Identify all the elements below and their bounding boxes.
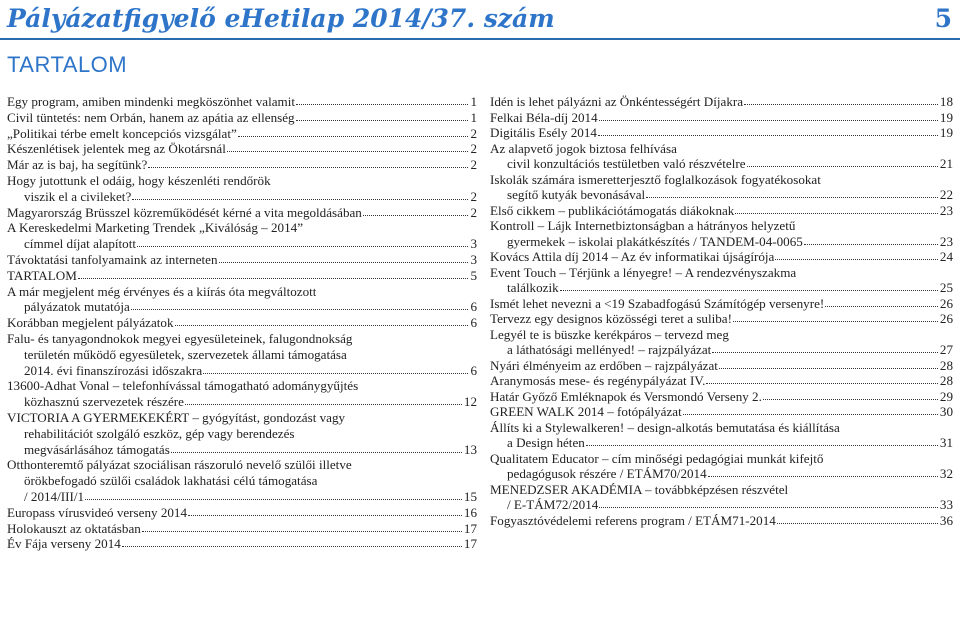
toc-entry[interactable] bbox=[7, 141, 477, 157]
toc-entry-title: Felkai Béla-díj 2014 bbox=[490, 109, 598, 125]
toc-entry-page: 17 bbox=[463, 520, 477, 536]
toc-entry-title: a Design héten bbox=[507, 435, 585, 450]
toc-entry-page: 6 bbox=[470, 362, 477, 378]
toc-entry-page: 12 bbox=[463, 394, 477, 410]
toc-entry-page: 36 bbox=[939, 512, 953, 528]
toc-leader-dots bbox=[296, 110, 469, 121]
toc-leader-dots bbox=[825, 296, 938, 307]
toc-right-column bbox=[490, 94, 953, 528]
toc-entry-page: 1 bbox=[470, 94, 477, 109]
toc-entry-title: Kontroll – Lájk Internetbiztonságban a hátrányos helyzetű bbox=[490, 218, 796, 233]
toc-entry-title: Event Touch – Térjünk a lényegre! – A rendezvényszakma bbox=[490, 264, 797, 280]
toc-entry-title: Egy program, amiben mindenki megköszönhet valamit bbox=[7, 94, 295, 109]
toc-entry-title: Tervezz egy designos közösségi teret a suliba! bbox=[490, 311, 732, 326]
toc-entry-page: 16 bbox=[463, 504, 477, 520]
toc-entry-title: rehabilitációt szolgáló eszköz, gép vagy berendezés bbox=[24, 425, 295, 441]
toc-entry-title: örökbefogadó szülői családok lakhatási célú támogatása bbox=[24, 473, 318, 489]
toc-entry bbox=[490, 218, 953, 234]
toc-entry-title: A Kereskedelmi Marketing Trendek „Kiválóság – 2014” bbox=[7, 220, 304, 236]
toc-entry-page: 2 bbox=[470, 204, 477, 220]
toc-entry-page: 26 bbox=[939, 311, 953, 326]
toc-entry bbox=[7, 410, 477, 426]
toc-entry bbox=[7, 473, 477, 489]
toc-entry-page: 18 bbox=[939, 94, 953, 109]
toc-entry-title: Iskolák számára ismeretterjesztő foglalkozások fogyatékosokat bbox=[490, 171, 821, 187]
toc-entry[interactable] bbox=[490, 296, 953, 312]
toc-leader-dots bbox=[586, 435, 938, 446]
toc-leader-dots bbox=[78, 268, 469, 279]
toc-leader-dots bbox=[775, 249, 938, 260]
toc-entry[interactable] bbox=[7, 536, 477, 552]
toc-entry-title: címmel díjat alapított bbox=[24, 236, 136, 252]
toc-entry-title: Állíts ki a Stylewalkeren! – design-alkotás bemutatása és kiállítása bbox=[490, 419, 840, 435]
toc-entry-title: Aranymosás mese- és regénypályázat IV. bbox=[490, 373, 706, 388]
toc-entry[interactable] bbox=[490, 110, 953, 126]
toc-entry-title: civil konzultációs testületben való részvételre bbox=[507, 156, 746, 171]
toc-entry[interactable] bbox=[490, 203, 953, 219]
toc-entry-title: / E-TÁM72/2014 bbox=[507, 497, 599, 512]
toc-entry-title: megvásárlásához támogatás bbox=[24, 441, 170, 457]
toc-entry[interactable] bbox=[490, 358, 953, 374]
toc-entry-page: 23 bbox=[939, 233, 953, 249]
toc-entry-title: Év Fája verseny 2014 bbox=[7, 536, 121, 552]
toc-entry[interactable] bbox=[490, 466, 953, 482]
toc-leader-dots bbox=[227, 141, 469, 152]
toc-entry[interactable] bbox=[490, 249, 953, 265]
toc-entry-title: Fogyasztóvédelemi referens program / ETÁM71-2014 bbox=[490, 512, 776, 528]
toc-entry-title: segítő kutyák bevonásával bbox=[507, 187, 646, 202]
toc-entry bbox=[7, 426, 477, 442]
toc-entry-page: 24 bbox=[939, 249, 953, 264]
toc-entry-page: 28 bbox=[939, 357, 953, 373]
toc-entry-title: A már megjelent még érvényes és a kiírás óta megváltozott bbox=[7, 283, 317, 299]
toc-entry-title: Europass vírusvideó verseny 2014 bbox=[7, 504, 188, 520]
page-header bbox=[0, 0, 960, 40]
toc-entry-title: Határ Győző Emléknapok és Versmondó Verseny 2. bbox=[490, 388, 762, 404]
toc-entry[interactable] bbox=[7, 363, 477, 379]
toc-leader-dots bbox=[712, 342, 938, 353]
toc-leader-dots bbox=[296, 94, 468, 105]
page-number: 5 bbox=[934, 4, 952, 33]
toc-entry[interactable] bbox=[490, 497, 953, 513]
toc-entry bbox=[7, 173, 477, 189]
toc-entry[interactable] bbox=[490, 156, 953, 172]
toc-entry-title: találkozik bbox=[507, 280, 559, 295]
toc-entry bbox=[7, 331, 477, 347]
toc-entry-title: Otthonteremtő pályázat szociálisan rászoruló nevelő szülői illetve bbox=[7, 457, 352, 473]
toc-leader-dots bbox=[763, 389, 938, 400]
toc-leader-dots bbox=[203, 363, 468, 374]
toc-entry[interactable] bbox=[490, 342, 953, 358]
toc-leader-dots bbox=[185, 394, 462, 405]
toc-leader-dots bbox=[171, 442, 462, 453]
toc-entry-title: MENEDZSER AKADÉMIA – továbbképzésen részvétel bbox=[490, 481, 789, 497]
toc-entry-page: 25 bbox=[939, 280, 953, 295]
toc-entry-title: Kovács Attila díj 2014 – Az év informatikai újságírója bbox=[490, 249, 775, 264]
toc-entry-page: 2 bbox=[470, 141, 477, 157]
toc-entry-page: 3 bbox=[470, 251, 477, 267]
toc-entry[interactable] bbox=[7, 94, 477, 110]
toc-entry-page: 3 bbox=[470, 236, 477, 252]
toc-entry[interactable] bbox=[490, 513, 953, 529]
toc-entry[interactable] bbox=[7, 157, 477, 173]
toc-entry bbox=[490, 451, 953, 467]
toc-entry-title: Készenlétisek jelentek meg az Ökotársnál bbox=[7, 141, 226, 157]
toc-entry bbox=[7, 347, 477, 363]
toc-entry[interactable] bbox=[7, 521, 477, 537]
toc-leader-dots bbox=[175, 315, 469, 326]
toc-leader-dots bbox=[137, 236, 468, 247]
toc-entry-title: közhasznú szervezetek részére bbox=[24, 394, 184, 410]
toc-entry bbox=[7, 457, 477, 473]
toc-entry-title: pályázatok mutatója bbox=[24, 299, 130, 315]
publication-title: Pályázatfigyelő eHetilap 2014/37. szám bbox=[7, 4, 555, 33]
toc-entry[interactable] bbox=[7, 126, 477, 142]
toc-entry-page: 2 bbox=[470, 188, 477, 204]
toc-entry-title: Magyarország Brüsszel közreműködését kérné a vita megoldásában bbox=[7, 204, 362, 220]
toc-entry-title: Már az is baj, ha segítünk? bbox=[7, 157, 148, 173]
toc-entry-title: 13600-Adhat Vonal – telefonhívással támogatható adománygyűjtés bbox=[7, 378, 359, 394]
toc-entry[interactable] bbox=[7, 299, 477, 315]
toc-entry-title: Qualitatem Educator – cím minőségi pedagógiai munkát kifejtő bbox=[490, 450, 824, 466]
toc-entry[interactable] bbox=[490, 94, 953, 110]
toc-entry[interactable] bbox=[7, 189, 477, 205]
toc-leader-dots bbox=[706, 373, 938, 384]
toc-entry-page: 15 bbox=[463, 488, 477, 504]
toc-leader-dots bbox=[735, 203, 938, 214]
toc-entry[interactable] bbox=[490, 311, 953, 327]
toc-leader-dots bbox=[219, 252, 469, 263]
toc-leader-dots bbox=[560, 280, 938, 291]
toc-leader-dots bbox=[719, 358, 938, 369]
toc-entry[interactable] bbox=[7, 394, 477, 410]
toc-entry-title: Ismét lehet nevezni a <19 Szabadfogású Számítógép versenyre! bbox=[490, 295, 825, 311]
toc-entry-title: Korábban megjelent pályázatok bbox=[7, 315, 174, 331]
toc-leader-dots bbox=[708, 466, 938, 477]
toc-leader-dots bbox=[599, 497, 938, 508]
toc-entry-page: 2 bbox=[470, 157, 477, 173]
toc-entry-page: 5 bbox=[470, 267, 477, 283]
toc-leader-dots bbox=[148, 157, 468, 168]
toc-entry-page: 13 bbox=[463, 441, 477, 457]
toc-entry bbox=[490, 265, 953, 281]
toc-entry[interactable] bbox=[490, 373, 953, 389]
toc-leader-dots bbox=[683, 404, 938, 415]
toc-entry-page: 6 bbox=[470, 315, 477, 331]
toc-leader-dots bbox=[804, 234, 938, 245]
toc-entry-title: Első cikkem – publikációtámogatás diákoknak bbox=[490, 202, 735, 218]
toc-leader-dots bbox=[733, 311, 938, 322]
toc-entry-page: 21 bbox=[939, 156, 953, 171]
toc-entry[interactable] bbox=[7, 315, 477, 331]
toc-entry-title: Holokauszt az oktatásban bbox=[7, 520, 141, 536]
toc-leader-dots bbox=[85, 489, 462, 500]
toc-entry-page: 17 bbox=[463, 536, 477, 552]
toc-leader-dots bbox=[238, 126, 469, 137]
toc-entry-page: 30 bbox=[939, 404, 953, 419]
toc-entry-title: Civil tüntetés: nem Orbán, hanem az apátia az ellenség bbox=[7, 109, 295, 125]
toc-entry-page: 33 bbox=[939, 497, 953, 512]
toc-entry-title: Távoktatási tanfolyamaink az interneten bbox=[7, 251, 218, 267]
toc-entry-title: pedagógusok részére / ETÁM70/2014 bbox=[507, 466, 707, 481]
toc-entry[interactable] bbox=[490, 125, 953, 141]
toc-leader-dots bbox=[777, 513, 938, 524]
toc-entry-title: gyermekek – iskolai plakátkészítés / TANDEM-04-0065 bbox=[507, 233, 803, 249]
toc-entry-title: „Politikai térbe emelt koncepciós vizsgálat” bbox=[7, 125, 237, 141]
toc-entry-page: 31 bbox=[939, 435, 953, 450]
toc-entry[interactable] bbox=[7, 268, 477, 284]
toc-entry[interactable] bbox=[490, 234, 953, 250]
toc-entry bbox=[7, 220, 477, 236]
toc-entry-title: Falu- és tanyagondnokok megyei egyesületeinek, falugondnokság bbox=[7, 330, 353, 346]
toc-entry-title: Az alapvető jogok biztosa felhívása bbox=[490, 140, 677, 156]
toc-entry bbox=[490, 482, 953, 498]
toc-entry-page: 29 bbox=[939, 388, 953, 404]
toc-entry[interactable] bbox=[7, 442, 477, 458]
toc-entry-title: Idén is lehet pályázni az Önkéntességért Díjakra bbox=[490, 94, 744, 109]
toc-entry bbox=[7, 378, 477, 394]
toc-leader-dots bbox=[122, 536, 462, 547]
toc-entry-title: területén működő egyesületek, szervezetek állami támogatása bbox=[24, 346, 347, 362]
toc-entry-page: 28 bbox=[939, 373, 953, 388]
toc-entry-page: 6 bbox=[470, 299, 477, 315]
toc-leader-dots bbox=[132, 189, 468, 200]
toc-entry-title: Hogy jutottunk el odáig, hogy készenléti rendőrök bbox=[7, 172, 271, 188]
toc-leader-dots bbox=[142, 521, 462, 532]
toc-leader-dots bbox=[599, 110, 938, 121]
toc-leader-dots bbox=[131, 299, 469, 310]
toc-entry bbox=[7, 284, 477, 300]
toc-entry bbox=[490, 141, 953, 157]
toc-leader-dots bbox=[747, 156, 938, 167]
toc-entry-page: 19 bbox=[939, 109, 953, 125]
toc-leader-dots bbox=[646, 187, 938, 198]
toc-left-column bbox=[7, 94, 477, 552]
toc-entry-title: Legyél te is büszke kerékpáros – tervezd meg bbox=[490, 326, 729, 342]
toc-entry-title: TARTALOM bbox=[7, 267, 77, 283]
toc-entry-page: 19 bbox=[939, 125, 953, 140]
toc-entry bbox=[490, 327, 953, 343]
toc-entry-title: a láthatósági mellényed! – rajzpályázat bbox=[507, 342, 712, 357]
toc-entry bbox=[490, 172, 953, 188]
toc-entry-title: 2014. évi finanszírozási időszakra bbox=[24, 362, 203, 378]
section-title: TARTALOM bbox=[7, 52, 128, 77]
toc-entry-title: Digitális Esély 2014 bbox=[490, 125, 597, 140]
toc-leader-dots bbox=[598, 125, 938, 136]
toc-entry-page: 26 bbox=[939, 295, 953, 311]
toc-leader-dots bbox=[363, 205, 469, 216]
toc-entry[interactable] bbox=[490, 404, 953, 420]
toc-entry[interactable] bbox=[490, 280, 953, 296]
toc-entry-page: 32 bbox=[939, 466, 953, 481]
toc-entry[interactable] bbox=[7, 505, 477, 521]
toc-entry-title: / 2014/III/1 bbox=[24, 488, 85, 504]
toc-entry[interactable] bbox=[490, 187, 953, 203]
toc-leader-dots bbox=[744, 94, 938, 105]
toc-entry-page: 23 bbox=[939, 202, 953, 218]
toc-entry-page: 2 bbox=[470, 125, 477, 141]
toc-leader-dots bbox=[188, 505, 462, 516]
toc-entry[interactable] bbox=[490, 389, 953, 405]
toc-entry-title: VICTORIA A GYERMEKEKÉRT – gyógyítást, gondozást vagy bbox=[7, 409, 346, 425]
toc-entry-title: Nyári élményeim az erdőben – rajzpályázat bbox=[490, 357, 718, 373]
toc-entry[interactable] bbox=[7, 110, 477, 126]
toc-entry-title: GREEN WALK 2014 – fotópályázat bbox=[490, 404, 682, 419]
toc-entry-title: viszik el a civileket? bbox=[24, 188, 132, 204]
toc-entry[interactable] bbox=[7, 205, 477, 221]
toc-entry bbox=[490, 420, 953, 436]
toc-entry[interactable] bbox=[7, 236, 477, 252]
toc-entry-page: 22 bbox=[939, 187, 953, 202]
toc-entry-page: 1 bbox=[470, 109, 477, 125]
toc-entry-page: 27 bbox=[939, 342, 953, 357]
toc-entry[interactable] bbox=[490, 435, 953, 451]
toc-entry[interactable] bbox=[7, 489, 477, 505]
toc-entry[interactable] bbox=[7, 252, 477, 268]
